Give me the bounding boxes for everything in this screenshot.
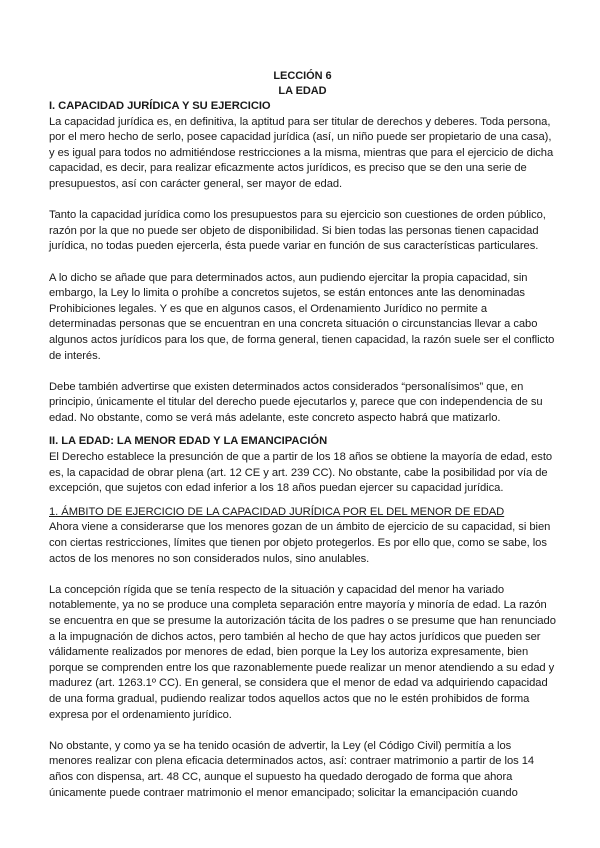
paragraph: La capacidad jurídica es, en definitiva, la aptitud para ser titular de derechos y deberes. Toda persona, por el mero hecho de serlo, posee capacidad jurídica (así, un niño puede ser propietario de una casa), y es igual para todos no admitiéndose restricciones a la misma, mientras que para el ejercicio de dicha capacidad, es decir, para realizar eficazmente actos jurídicos, es preciso que se den una serie de presupuestos, así con carácter general, ser mayor de edad. (49, 115, 554, 190)
lesson-subtitle: LA EDAD (278, 85, 327, 97)
paragraph: No obstante, y como ya se ha tenido ocasión de advertir, la Ley (el Código Civil) permitía a los menores realizar con plena eficacia determinados actos, así: contraer matrimonio a partir de los 14 años con dispensa, art. 48 CC, aunque el supuesto ha quedado derogado de forma que ahora únicamente puede contraer matrimonio el menor emancipado; solicitar la emancipación cuando (49, 739, 535, 799)
section-1-heading: I. CAPACIDAD JURÍDICA Y SU EJERCICIO (49, 100, 271, 112)
paragraph: A lo dicho se añade que para determinados actos, aun pudiendo ejercitar la propia capacidad, sin embargo, la Ley lo limita o prohíbe a concretos sujetos, se están entonces ante las denominadas Prohibiciones legales. Y es que en algunos casos, el Ordenamiento Jurídico no permite a determinadas personas que se encuentran en una concreta situación o circunstancias llevar a cabo algunos actos jurídicos para los que, de forma general, tienen capacidad, la razón suele ser el conflicto de interés. (49, 271, 555, 362)
lesson-title: LECCIÓN 6 (273, 70, 332, 82)
paragraph: Debe también advertirse que existen determinados actos considerados “personalísimos” que, en principio, únicamente el titular del derecho puede ejecutarlos y, parece que con independencia de su edad. No obstante, como se verá más adelante, este concreto aspecto habrá que matizarlo. (49, 380, 543, 424)
paragraph: La concepción rígida que se tenía respecto de la situación y capacidad del menor ha variado notablemente, ya no se produce una completa separación entre mayoría y minoría de edad. La razón se encuentra en que se presume la autorización tácita de los padres o se presume que han renunciado a la impugnación de dichos actos, pero también al hecho de que hay actos jurídicos que pueden ser válidamente realizados por menores de edad, bien porque la Ley los autoriza expresamente, bien porque se comprenden entre los que razonablemente puede realizar un menor atendiendo a su edad y madurez (art. 1263.1º CC). En general, se considera que el menor de edad va adquiriendo capacidad de una forma gradual, pudiendo realizar todos aquellos actos que no le estén prohibidos de forma expresa por el ordenamiento jurídico. (49, 583, 556, 721)
paragraph: Ahora viene a considerarse que los menores gozan de un ámbito de ejercicio de su capacidad, si bien con ciertas restricciones, límites que tienen por objeto protegerlos. Es por ello que, como se sabe, los actos de los menores no son considerados nulos, sino anulables. (49, 521, 551, 565)
document-body (49, 69, 556, 801)
section-2-heading: II. LA EDAD: LA MENOR EDAD Y LA EMANCIPACIÓN (49, 435, 328, 448)
paragraph: El Derecho establece la presunción de que a partir de los 18 años se obtiene la mayoría de edad, esto es, la capacidad de obrar plena (art. 12 CE y art. 239 CC). No obstante, cabe la posibilidad por vía de excepción, que sujetos con edad inferior a los 18 años puedan ejercer su capacidad jurídica. (49, 451, 553, 495)
subsection-heading: 1. ÁMBITO DE EJERCICIO DE LA CAPACIDAD JURÍDICA POR EL DEL MENOR DE EDAD (49, 505, 505, 518)
paragraph: Tanto la capacidad jurídica como los presupuestos para su ejercicio son cuestiones de orden público, razón por la que no puede ser objeto de disponibilidad. Si bien todas las personas tienen capacidad jurídica, no todas pueden ejercerla, ésta puede variar en función de sus características particulares. (49, 209, 546, 253)
